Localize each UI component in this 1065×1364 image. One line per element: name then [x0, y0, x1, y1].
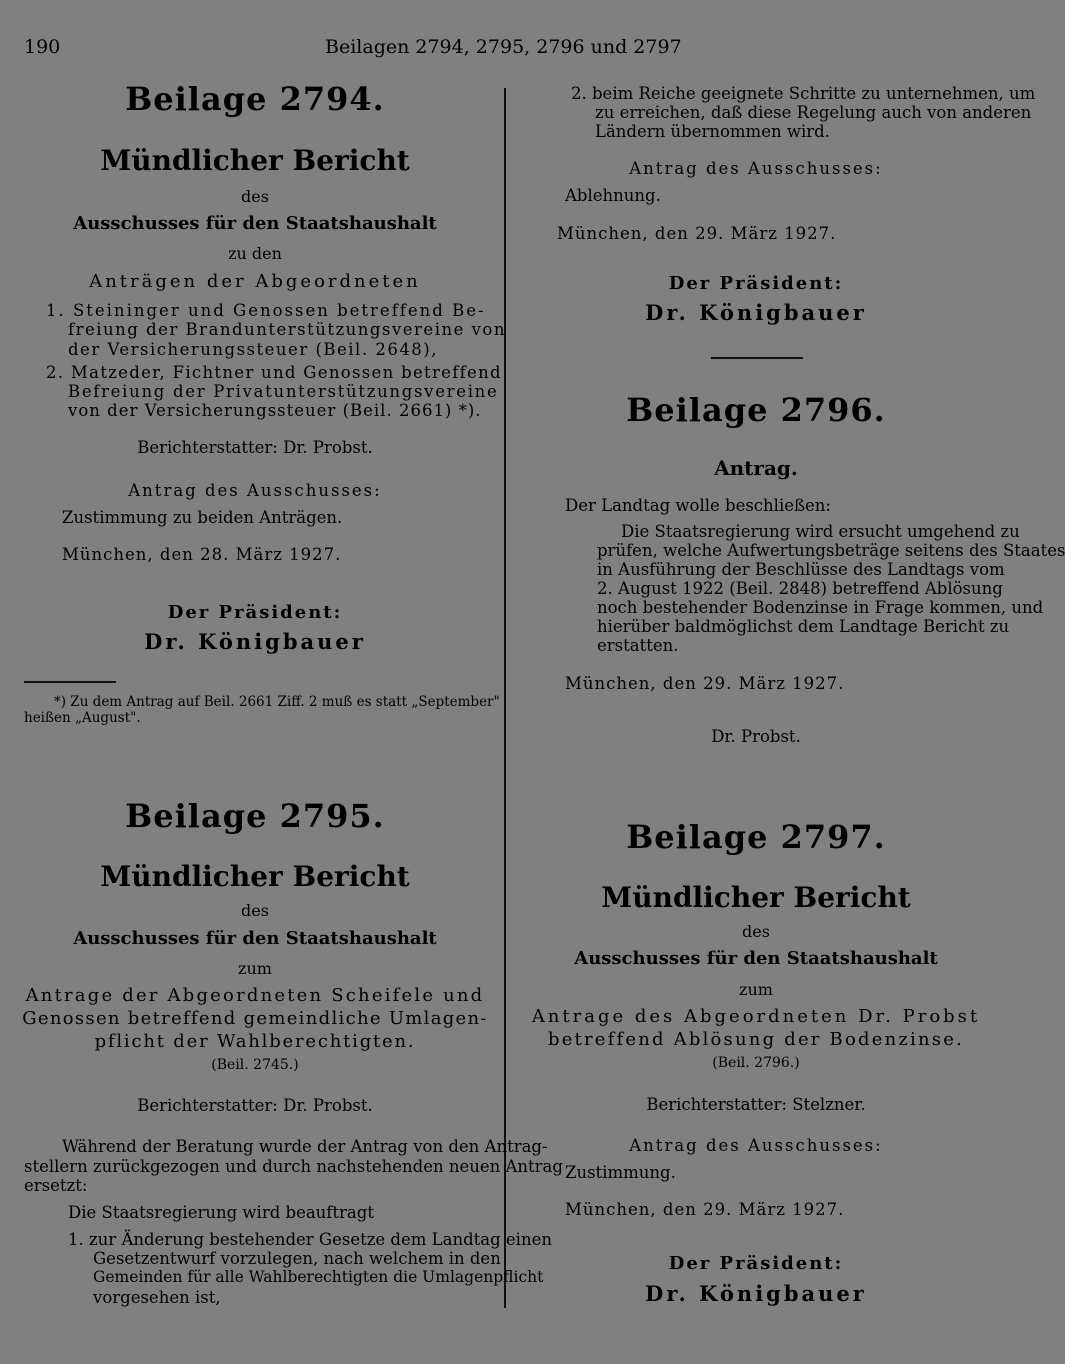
beilage-2796-signer: Dr. Probst.: [711, 727, 801, 746]
beilage-2795-president-name: Dr. Königbauer: [645, 300, 867, 325]
beilage-2794-footnote-line1: *) Zu dem Antrag auf Beil. 2661 Ziff. 2 muß es statt „September": [54, 694, 500, 710]
beilage-2795-reporter: Berichterstatter: Dr. Probst.: [137, 1096, 373, 1115]
beilage-2795-zum: zum: [238, 959, 272, 978]
beilage-2794-footnote-line2: heißen „August".: [24, 710, 141, 726]
beilage-2797-reference: (Beil. 2796.): [712, 1055, 800, 1071]
running-head: Beilagen 2794, 2795, 2796 und 2797: [325, 36, 682, 58]
beilage-2795-point2-line3: Ländern übernommen wird.: [595, 122, 830, 141]
beilage-2794-item1-line1: 1. Steininger und Genossen betreffend Be-: [46, 301, 486, 320]
beilage-2794-item2-line3: von der Versicherungssteuer (Beil. 2661) *).: [68, 401, 482, 420]
beilage-2795-title: Beilage 2795.: [125, 797, 385, 835]
beilage-2795-point2-line1: 2. beim Reiche geeignete Schritte zu unternehmen, um: [571, 84, 1036, 103]
beilage-2797-motion: Zustimmung.: [565, 1163, 676, 1182]
beilage-2797-reporter: Berichterstatter: Stelzner.: [646, 1095, 866, 1114]
beilage-2797-subject-line1: Antrage des Abgeordneten Dr. Probst: [531, 1006, 981, 1027]
beilage-2796-intro: Der Landtag wolle beschließen:: [565, 496, 831, 515]
beilage-2795-subject-line2: Genossen betreffend gemeindliche Umlagen-: [22, 1008, 488, 1029]
beilage-2795-point1-line2: Gesetzentwurf vorzulegen, nach welchem in den: [93, 1249, 501, 1268]
beilage-2794-des: des: [241, 187, 269, 206]
beilage-2797-motion-heading: Antrag des Ausschusses:: [629, 1136, 883, 1155]
beilage-2796-title: Beilage 2796.: [626, 391, 886, 429]
beilage-2794-date: München, den 28. März 1927.: [62, 545, 342, 564]
beilage-2797-president-label: Der Präsident:: [668, 1253, 844, 1274]
beilage-2794-antraege: Anträgen der Abgeordneten: [89, 271, 421, 292]
beilage-2794-item2-line2: Befreiung der Privatunterstützungsvereine: [68, 382, 499, 401]
beilage-2796-antrag-heading: Antrag.: [714, 456, 798, 480]
beilage-2797-report-heading: Mündlicher Bericht: [601, 881, 911, 914]
beilage-2795-government: Die Staatsregierung wird beauftragt: [68, 1203, 374, 1222]
beilage-2796-body-line6: hierüber baldmöglichst dem Landtage Bericht zu: [597, 617, 1010, 636]
beilage-2795-body-line1: Während der Beratung wurde der Antrag von den Antrag-: [62, 1137, 548, 1156]
beilage-2795-committee: Ausschusses für den Staatshaushalt: [73, 928, 437, 949]
beilage-2796-body-line2: prüfen, welche Aufwertungsbeträge seitens des Staates: [597, 541, 1065, 560]
beilage-2795-subject-line1: Antrage der Abgeordneten Scheifele und: [25, 985, 485, 1006]
beilage-2794-zu: zu den: [228, 244, 282, 263]
page-number: 190: [24, 36, 61, 58]
beilage-2795-president-label: Der Präsident:: [668, 273, 844, 294]
beilage-2795-point1-line1: 1. zur Änderung bestehender Gesetze dem Landtag einen: [68, 1230, 552, 1249]
beilage-2797-subject-line2: betreffend Ablösung der Bodenzinse.: [547, 1029, 965, 1050]
beilage-2797-committee: Ausschusses für den Staatshaushalt: [574, 948, 938, 969]
beilage-2795-report-heading: Mündlicher Bericht: [100, 860, 410, 893]
beilage-2796-body-line5: noch bestehender Bodenzinse in Frage kommen, und: [597, 598, 1044, 617]
beilage-2797-zum: zum: [739, 980, 773, 999]
beilage-2794-president-label: Der Präsident:: [167, 602, 343, 623]
beilage-2797-des: des: [742, 922, 770, 941]
beilage-2794-report-heading: Mündlicher Bericht: [100, 144, 410, 177]
beilage-2795-subject-line3: pflicht der Wahlberechtigten.: [94, 1031, 416, 1052]
beilage-2794-president-name: Dr. Königbauer: [144, 629, 366, 654]
beilage-2794-motion-heading: Antrag des Ausschusses:: [128, 481, 382, 500]
beilage-2795-point1-line4: vorgesehen ist,: [93, 1288, 221, 1307]
beilage-2795-motion: Ablehnung.: [565, 186, 661, 205]
beilage-2795-motion-heading: Antrag des Ausschusses:: [629, 159, 883, 178]
beilage-2795-date: München, den 29. März 1927.: [557, 224, 837, 243]
beilage-2795-point2-line2: zu erreichen, daß diese Regelung auch von anderen: [595, 103, 1032, 122]
beilage-2794-committee: Ausschusses für den Staatshaushalt: [73, 213, 437, 234]
beilage-2796-date: München, den 29. März 1927.: [565, 674, 845, 693]
beilage-2795-body-line3: ersetzt:: [24, 1176, 88, 1195]
section-divider: [711, 357, 803, 359]
beilage-2797-president-name: Dr. Königbauer: [645, 1281, 867, 1306]
beilage-2794-motion: Zustimmung zu beiden Anträgen.: [62, 508, 343, 527]
beilage-2797-title: Beilage 2797.: [626, 818, 886, 856]
beilage-2796-body-line7: erstatten.: [597, 636, 679, 655]
beilage-2796-body-line1: Die Staatsregierung wird ersucht umgehend zu: [621, 522, 1020, 541]
beilage-2794-reporter: Berichterstatter: Dr. Probst.: [137, 438, 373, 457]
beilage-2794-item2-line1: 2. Matzeder, Fichtner und Genossen betreffend: [46, 363, 502, 382]
beilage-2794-item1-line3: der Versicherungssteuer (Beil. 2648),: [68, 340, 438, 359]
beilage-2795-des: des: [241, 901, 269, 920]
beilage-2796-body-line3: in Ausführung der Beschlüsse des Landtags vom: [597, 560, 1005, 579]
beilage-2796-body-line4: 2. August 1922 (Beil. 2848) betreffend Ablösung: [597, 579, 1003, 598]
beilage-2794-title: Beilage 2794.: [125, 80, 385, 118]
beilage-2794-item1-line2: freiung der Brandunterstützungsvereine von: [68, 320, 506, 339]
beilage-2795-point1-line3: Gemeinden für alle Wahlberechtigten die Umlagenpflicht: [93, 1268, 544, 1286]
beilage-2795-reference: (Beil. 2745.): [211, 1057, 299, 1073]
beilage-2797-date: München, den 29. März 1927.: [565, 1200, 845, 1219]
footnote-rule: [24, 681, 116, 683]
beilage-2795-body-line2: stellern zurückgezogen und durch nachstehenden neuen Antrag: [24, 1157, 563, 1176]
column-divider: [504, 88, 506, 1308]
